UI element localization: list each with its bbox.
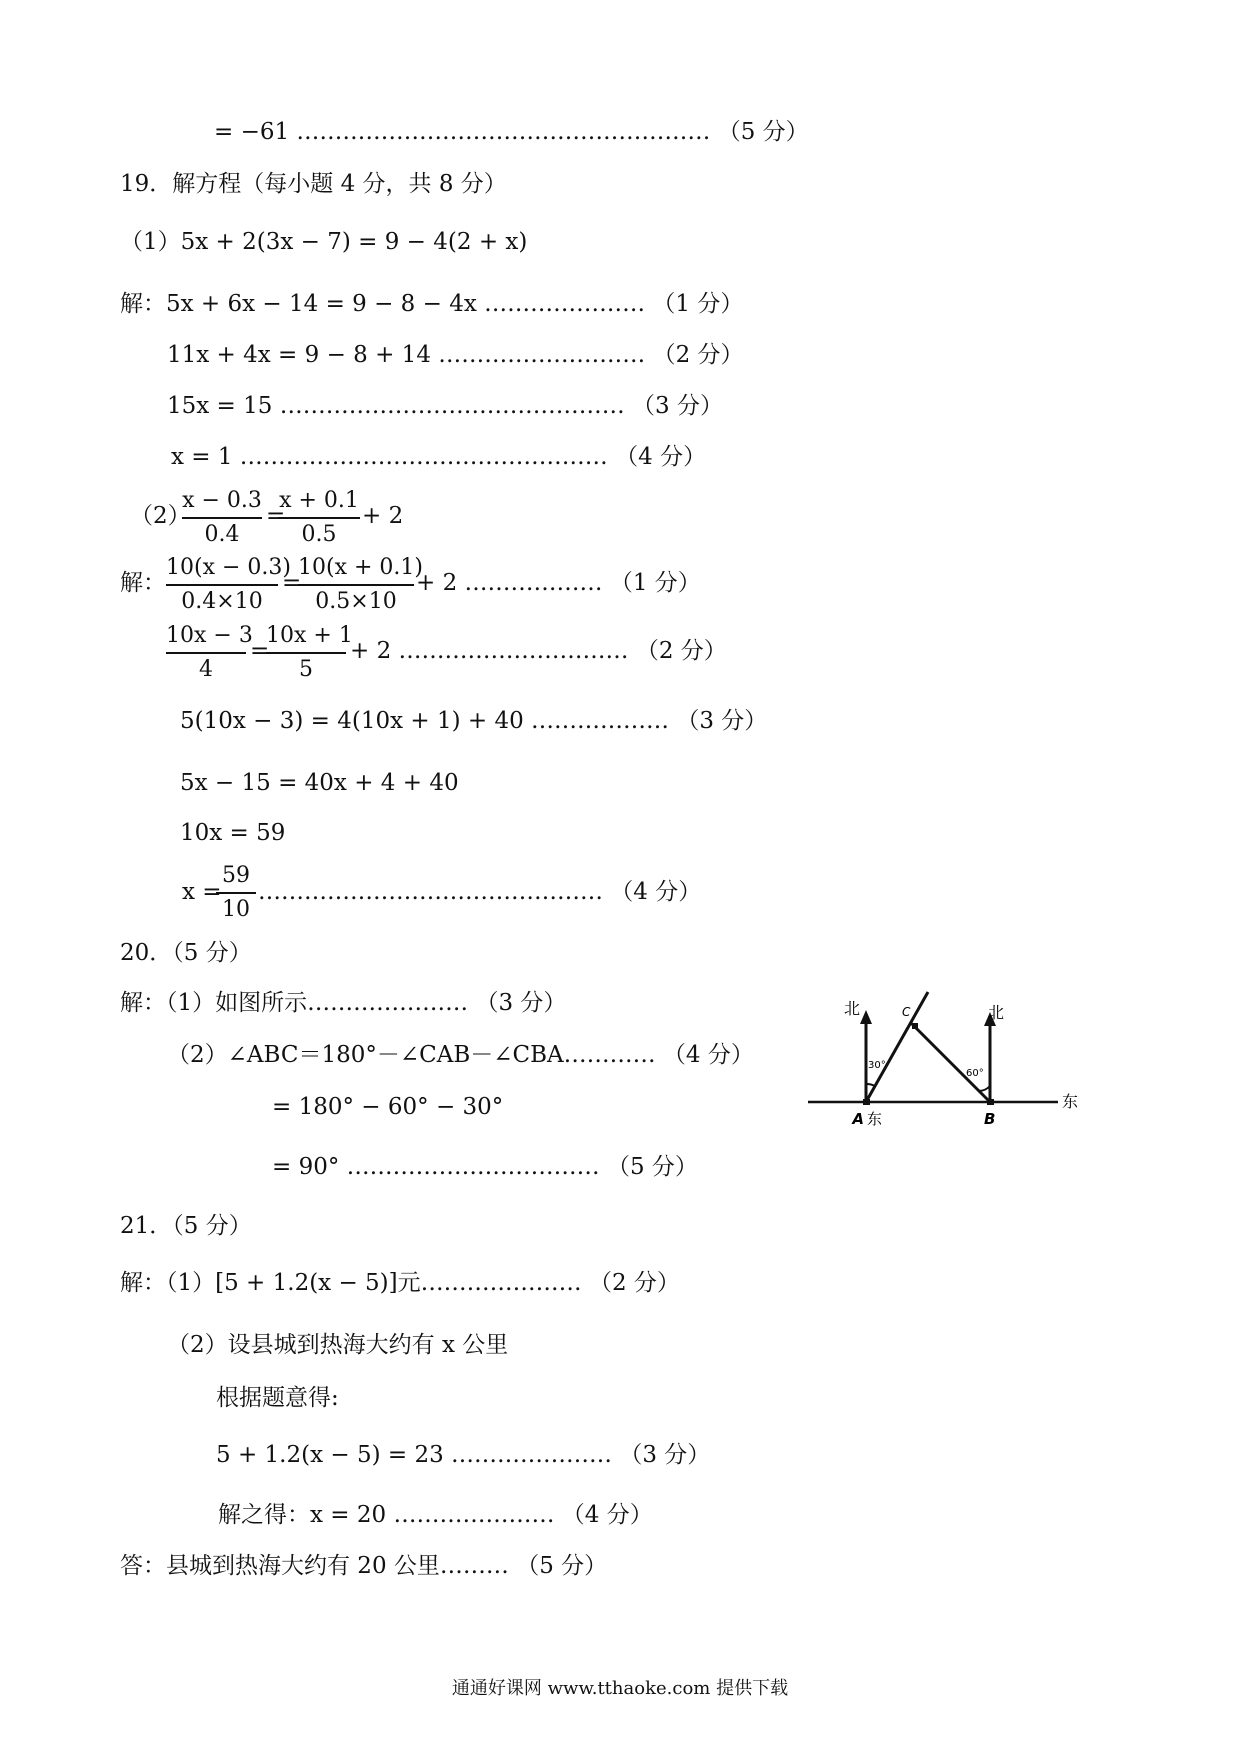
q20-step2: = 180° − 60° − 30° <box>272 1094 504 1120</box>
fraction-numerator: 59 <box>222 863 250 888</box>
point-b-marker <box>987 1099 994 1105</box>
q19-p2-step5: 10x = 59 <box>180 820 286 846</box>
equals-sign: = <box>266 503 286 529</box>
fraction-bar <box>266 652 346 654</box>
q19-heading: 19．解方程（每小题 4 分，共 8 分） <box>120 171 507 197</box>
fraction-denominator: 0.5×10 <box>315 589 397 614</box>
x-equals: x = <box>182 879 222 905</box>
fraction-denominator: 4 <box>199 657 213 682</box>
q19-p1-step1: 解：5x + 6x − 14 = 9 − 8 − 4x ………………… （1 分） <box>120 291 744 317</box>
fraction <box>278 487 360 549</box>
q20-heading: 20．（5 分） <box>120 940 252 966</box>
fraction-bar <box>182 517 262 519</box>
point-a-marker <box>863 1099 870 1105</box>
fraction-numerator: 10x − 3 <box>166 623 253 648</box>
solution-label: 解： <box>120 570 166 596</box>
q21-solution: 解之得：x = 20 ………………… （4 分） <box>218 1502 653 1528</box>
angle-a-label: 30° <box>868 1060 886 1071</box>
q19-p2-step4: 5x − 15 = 40x + 4 + 40 <box>180 770 459 796</box>
q21-heading: 21．（5 分） <box>120 1213 252 1239</box>
east-label-right: 东 <box>1062 1092 1079 1111</box>
footer-source: 通通好课网 www.tthaoke.com 提供下载 <box>451 1678 789 1699</box>
north-label-a: 北 <box>843 999 860 1018</box>
result-line: = −61 ……………………………………………… （5 分） <box>214 119 809 145</box>
q21-equation: 5 + 1.2(x − 5) = 23 ………………… （3 分） <box>216 1442 711 1468</box>
point-c-marker <box>912 1023 918 1029</box>
fraction-bar <box>278 517 360 519</box>
direction-figure <box>806 990 1079 1140</box>
point-a-label: A <box>852 1110 864 1128</box>
q20-part1: 解：（1）如图所示………………… （3 分） <box>120 990 567 1016</box>
fraction <box>266 622 353 684</box>
fraction-numerator: x + 0.1 <box>279 488 359 513</box>
q19-p2-final-tail: ……………………………………… （4 分） <box>258 879 702 905</box>
segment-cb <box>910 1022 990 1102</box>
fraction-denominator: 0.5 <box>301 522 337 547</box>
fraction-numerator: x − 0.3 <box>182 488 262 513</box>
north-arrow-a-icon <box>860 1010 872 1024</box>
fraction <box>166 554 291 616</box>
fraction <box>166 622 253 684</box>
fraction-denominator: 10 <box>222 897 250 922</box>
q19-p1-step4: x = 1 ………………………………………… （4 分） <box>171 444 707 470</box>
point-b-label: B <box>984 1110 996 1128</box>
q21-part1: 解：（1）[5 + 1.2(x − 5)]元………………… （2 分） <box>120 1270 680 1296</box>
q19-part1-equation: （1）5x + 2(3x − 7) = 9 − 4(2 + x) <box>120 229 528 255</box>
fraction-numerator: 10x + 1 <box>266 623 353 648</box>
plus-constant: + 2 <box>362 503 404 529</box>
q19-part2-label: （2） <box>130 503 191 529</box>
q20-step3: = 90° …………………………… （5 分） <box>272 1154 698 1180</box>
q20-part2: （2）∠ABC＝180°－∠CAB－∠CBA………… （4 分） <box>167 1042 754 1068</box>
point-c-label: C <box>902 1005 911 1019</box>
equals-sign: = <box>250 638 270 664</box>
q21-setup: 根据题意得: <box>216 1385 339 1411</box>
fraction-bar <box>166 584 278 586</box>
q19-p1-step3: 15x = 15 ……………………………………… （3 分） <box>167 393 723 419</box>
fraction-denominator: 0.4×10 <box>181 589 263 614</box>
q19-p2-step2-tail: + 2 ………………………… （2 分） <box>350 638 727 664</box>
fraction <box>216 862 256 924</box>
q21-part2: （2）设县城到热海大约有 x 公里 <box>167 1332 509 1358</box>
fraction-denominator: 5 <box>299 657 313 682</box>
fraction-denominator: 0.4 <box>204 522 240 547</box>
fraction-numerator: 10(x + 0.1) <box>298 555 423 580</box>
equals-sign: = <box>282 570 302 596</box>
angle-b-label: 60° <box>966 1068 984 1079</box>
fraction <box>182 487 262 549</box>
q19-p1-step2: 11x + 4x = 9 − 8 + 14 ……………………… （2 分） <box>167 342 744 368</box>
fraction-numerator: 10(x − 0.3) <box>166 555 291 580</box>
north-label-b: 北 <box>988 1003 1005 1022</box>
q21-answer: 答：县城到热海大约有 20 公里……… （5 分） <box>120 1553 608 1579</box>
fraction <box>298 554 423 616</box>
angle-arc-b <box>979 1086 990 1091</box>
q19-p2-step3: 5(10x − 3) = 4(10x + 1) + 40 ……………… （3 分） <box>180 708 768 734</box>
east-label-a: 东 <box>867 1110 883 1128</box>
ray-ac <box>866 992 928 1102</box>
fraction-bar <box>166 652 246 654</box>
fraction-bar <box>216 892 256 894</box>
fraction-bar <box>298 584 414 586</box>
q19-p2-step1-tail: + 2 ……………… （1 分） <box>416 570 701 596</box>
